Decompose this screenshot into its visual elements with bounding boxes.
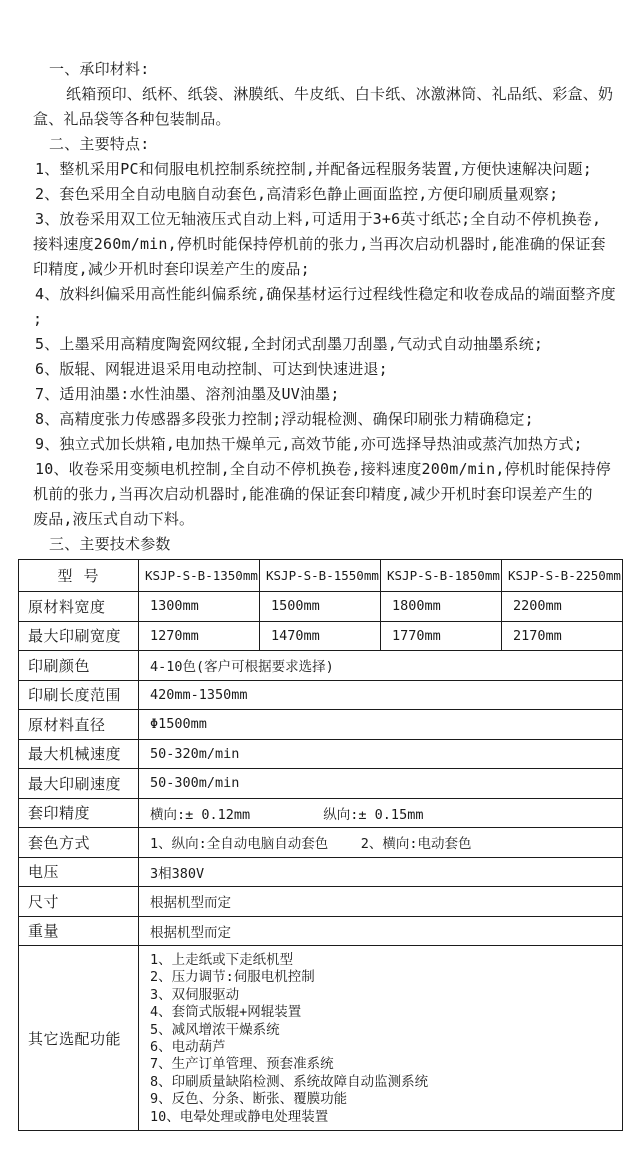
spec-label-cell: 重量 xyxy=(19,916,139,946)
spec-row xyxy=(19,916,623,946)
spec-value-cell: Φ1500mm xyxy=(139,710,623,740)
spec-value-cell: 3相380V xyxy=(139,857,623,887)
option-line: 5、减风增浓干燥系统 xyxy=(150,1021,280,1038)
spec-value-cell: 1770mm xyxy=(381,621,502,651)
spec-table-body xyxy=(19,560,623,1131)
spec-label-cell: 最大印刷速度 xyxy=(19,769,139,799)
doc-line: 三、主要技术参数 xyxy=(49,535,171,553)
spec-value-cell: 横向:± 0.12mm 纵向:± 0.15mm xyxy=(139,798,623,828)
doc-line: 机前的张力,当再次启动机器时,能准确的保证套印精度,减少开机时套印误差产生的 xyxy=(33,485,593,503)
spec-row xyxy=(19,592,623,622)
option-line: 9、反色、分条、断张、覆膜功能 xyxy=(150,1091,348,1108)
doc-line: 一、承印材料: xyxy=(49,60,150,78)
doc-line: 7、适用油墨:水性油墨、溶剂油墨及UV油墨; xyxy=(35,385,340,403)
spec-row xyxy=(19,798,623,828)
spec-row xyxy=(19,769,623,799)
options-cell xyxy=(139,946,623,1131)
doc-line: 2、套色采用全自动电脑自动套色,高清彩色静止画面监控,方便印刷质量观察; xyxy=(35,185,559,203)
spec-value-cell: 根据机型而定 xyxy=(139,887,623,917)
spec-value-cell: 1800mm xyxy=(381,592,502,622)
model-header-cell: KSJP-S-B-1350mm xyxy=(139,560,260,592)
option-line: 6、电动葫芦 xyxy=(150,1039,226,1056)
spec-label-cell: 印刷长度范围 xyxy=(19,680,139,710)
spec-row xyxy=(19,621,623,651)
spec-label-cell: 套色方式 xyxy=(19,828,139,858)
spec-row xyxy=(19,710,623,740)
spec-value-cell: 4-10色(客户可根据要求选择) xyxy=(139,651,623,681)
spec-row xyxy=(19,739,623,769)
spec-value-cell: 1500mm xyxy=(260,592,381,622)
option-line: 3、双伺服驱动 xyxy=(150,986,240,1003)
doc-line: 废品,液压式自动下料。 xyxy=(33,510,195,528)
spec-row xyxy=(19,828,623,858)
doc-line: 3、放卷采用双工位无轴液压式自动上料,可适用于3+6英寸纸芯;全自动不停机换卷, xyxy=(35,210,602,228)
spec-label-cell: 原材料宽度 xyxy=(19,592,139,622)
option-line: 10、电晕处理或静电处理装置 xyxy=(150,1108,329,1125)
spec-label-cell: 最大机械速度 xyxy=(19,739,139,769)
doc-line: 4、放料纠偏采用高性能纠偏系统,确保基材运行过程线性稳定和收卷成品的端面整齐度 xyxy=(35,285,616,303)
spec-row xyxy=(19,946,623,1131)
spec-row xyxy=(19,651,623,681)
doc-line: 8、高精度张力传感器多段张力控制;浮动辊检测、确保印刷张力精确稳定; xyxy=(35,410,534,428)
doc-line: 盒、礼品袋等各种包装制品。 xyxy=(33,110,231,128)
model-header-cell: KSJP-S-B-2250mm xyxy=(502,560,623,592)
doc-line: 6、版辊、网辊进退采用电动控制、可达到快速进退; xyxy=(35,360,388,378)
spec-value-cell: 2200mm xyxy=(502,592,623,622)
spec-label-cell: 其它选配功能 xyxy=(19,946,139,1131)
spec-value-cell: 50-320m/min xyxy=(139,739,623,769)
spec-table-header-row xyxy=(19,560,623,592)
spec-value-cell: 根据机型而定 xyxy=(139,916,623,946)
spec-label-cell: 原材料直径 xyxy=(19,710,139,740)
spec-value-cell: 1470mm xyxy=(260,621,381,651)
spec-value-cell: 1270mm xyxy=(139,621,260,651)
doc-line: 10、收卷采用变频电机控制,全自动不停机换卷,接料速度200m/min,停机时能保持停 xyxy=(35,460,612,478)
option-line: 7、生产订单管理、预套准系统 xyxy=(150,1056,334,1073)
doc-line: 接料速度260m/min,停机时能保持停机前的张力,当再次启动机器时,能准确的保证套 xyxy=(33,235,606,253)
option-line: 2、压力调节:伺服电机控制 xyxy=(150,969,315,986)
doc-line: 5、上墨采用高精度陶瓷网纹辊,全封闭式刮墨刀刮墨,气动式自动抽墨系统; xyxy=(35,335,544,353)
spec-value-cell: 1300mm xyxy=(139,592,260,622)
spec-row xyxy=(19,887,623,917)
spec-label-cell: 电压 xyxy=(19,857,139,887)
option-line: 1、上走纸或下走纸机型 xyxy=(150,952,294,968)
spec-value-cell: 420mm-1350mm xyxy=(139,680,623,710)
spec-value-cell: 1、纵向:全自动电脑自动套色 2、横向:电动套色 xyxy=(139,828,623,858)
doc-line: 二、主要特点: xyxy=(49,135,150,153)
doc-line: 1、整机采用PC和伺服电机控制系统控制,并配备远程服务装置,方便快速解决问题; xyxy=(35,160,592,178)
document-body xyxy=(33,57,616,557)
spec-label-cell: 印刷颜色 xyxy=(19,651,139,681)
spec-value-cell: 2170mm xyxy=(502,621,623,651)
doc-line: 9、独立式加长烘箱,电加热干燥单元,高效节能,亦可选择导热油或蒸汽加热方式; xyxy=(35,435,583,453)
option-line: 4、套筒式版辊+网辊装置 xyxy=(150,1004,302,1021)
spec-table xyxy=(18,559,623,1131)
model-header-cell: KSJP-S-B-1550mm xyxy=(260,560,381,592)
option-line: 8、印刷质量缺陷检测、系统故障自动监测系统 xyxy=(150,1073,429,1090)
spec-row xyxy=(19,857,623,887)
spec-row xyxy=(19,680,623,710)
doc-line: 纸箱预印、纸杯、纸袋、淋膜纸、牛皮纸、白卡纸、冰激淋筒、礼品纸、彩盒、奶 xyxy=(66,85,614,103)
doc-line: 印精度,减少开机时套印误差产生的废品; xyxy=(33,260,310,278)
spec-value-cell: 50-300m/min xyxy=(139,769,623,799)
model-row-label: 型 号 xyxy=(19,560,139,592)
model-header-cell: KSJP-S-B-1850mm xyxy=(381,560,502,592)
spec-label-cell: 套印精度 xyxy=(19,798,139,828)
spec-label-cell: 尺寸 xyxy=(19,887,139,917)
doc-line: ; xyxy=(33,310,43,328)
spec-label-cell: 最大印刷宽度 xyxy=(19,621,139,651)
